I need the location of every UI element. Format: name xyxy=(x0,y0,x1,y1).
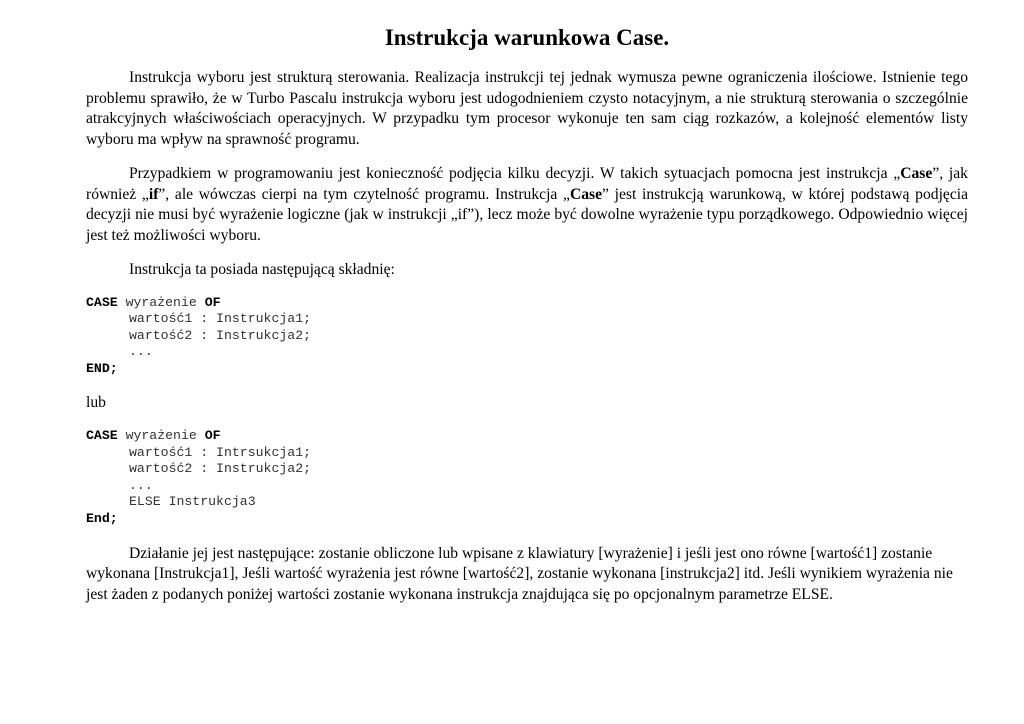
code-expression: wyrażenie xyxy=(117,294,205,310)
document-title: Instrukcja warunkowa Case. xyxy=(384,25,670,50)
code-line xyxy=(86,361,968,378)
keyword-if: if xyxy=(148,185,159,203)
code-line: wartość1 : Instrukcja1; xyxy=(129,311,312,327)
code-line xyxy=(86,428,968,445)
code-line: wartość2 : Instrukcja2; xyxy=(129,461,312,477)
document-page xyxy=(86,22,968,619)
code-line: wartość1 : Intrsukcja1; xyxy=(129,444,312,460)
code-line xyxy=(86,511,968,528)
code-line: ... xyxy=(129,344,153,360)
keyword-case-2: Case xyxy=(569,185,603,203)
paragraph2-text-1: Przypadkiem w programowaniu jest konieczność podjęcia kilku decyzji. W takich sytuacjach pomocna jest instrukcja „ xyxy=(129,165,901,182)
code-line xyxy=(86,295,968,312)
paragraph2-text-3: ”, ale wówczas cierpi na tym czytelność programu. Instrukcja „ xyxy=(158,185,570,203)
code-block-case xyxy=(86,295,968,378)
paragraph-behavior: Działanie jej jest następujące: zostanie obliczone lub wpisane z klawiatury [wyrażenie] i jeśli jest ono równe [wartość1] zostanie wykonana [Instrukcja1], Jeśli wartość wyrażenia jest równe [wartość2], zostanie wykonana [instrukcja2] itd. Jeśli wynikiem wyrażenia nie jest żaden z podanych poniżej wartości zostanie wykonana instrukcja znajdująca się po opcjonalnym parametrze ELSE. xyxy=(86,544,953,603)
code-line: ... xyxy=(129,477,153,493)
code-block-case-else xyxy=(86,428,968,528)
paragraph2-text-4: ” jest instrukcją warunkową, w której podstawą podjęcia decyzji nie musi być wyrażenie logiczne (jak w instrukcji „if”), lecz może być dowolne wyrażenie typu porządkowego. Odpowiednio więcej jest też możliwości wyboru. xyxy=(86,185,969,244)
code-keyword-end: END; xyxy=(86,360,118,376)
code-line: wartość2 : Instrukcja2; xyxy=(129,327,312,343)
code-line: ELSE Instrukcja3 xyxy=(129,494,256,510)
paragraph-intro: Instrukcja wyboru jest strukturą sterowania. Realizacja instrukcji tej jednak wymusza pewne ograniczenia ilościowe. Istnienie tego problemu sprawiło, że w Turbo Pascalu instrukcja wyboru jest udogodnieniem czysto notacyjnym, a nie strukturą sterowania o szczególnie atrakcyjnych właściwościach operacyjnych. W przypadku tym procesor wykonuje ten sam ciąg rozkazów, a kolejność elementów listy wyboru ma wpływ na sprawność programu. xyxy=(86,69,968,148)
code-keyword-case: CASE xyxy=(86,427,118,443)
paragraph-case-description xyxy=(86,164,968,246)
code-keyword-of: OF xyxy=(204,427,221,443)
text-lub: lub xyxy=(86,394,106,412)
code-expression: wyrażenie xyxy=(117,427,205,443)
paragraph2-text-2: ”, jak również „ xyxy=(86,165,968,203)
code-keyword-case: CASE xyxy=(86,294,118,310)
code-keyword-end: End; xyxy=(86,510,118,526)
paragraph-syntax-intro: Instrukcja ta posiada następującą składnię: xyxy=(129,261,395,278)
code-keyword-of: OF xyxy=(204,294,221,310)
keyword-case-1: Case xyxy=(900,165,933,182)
